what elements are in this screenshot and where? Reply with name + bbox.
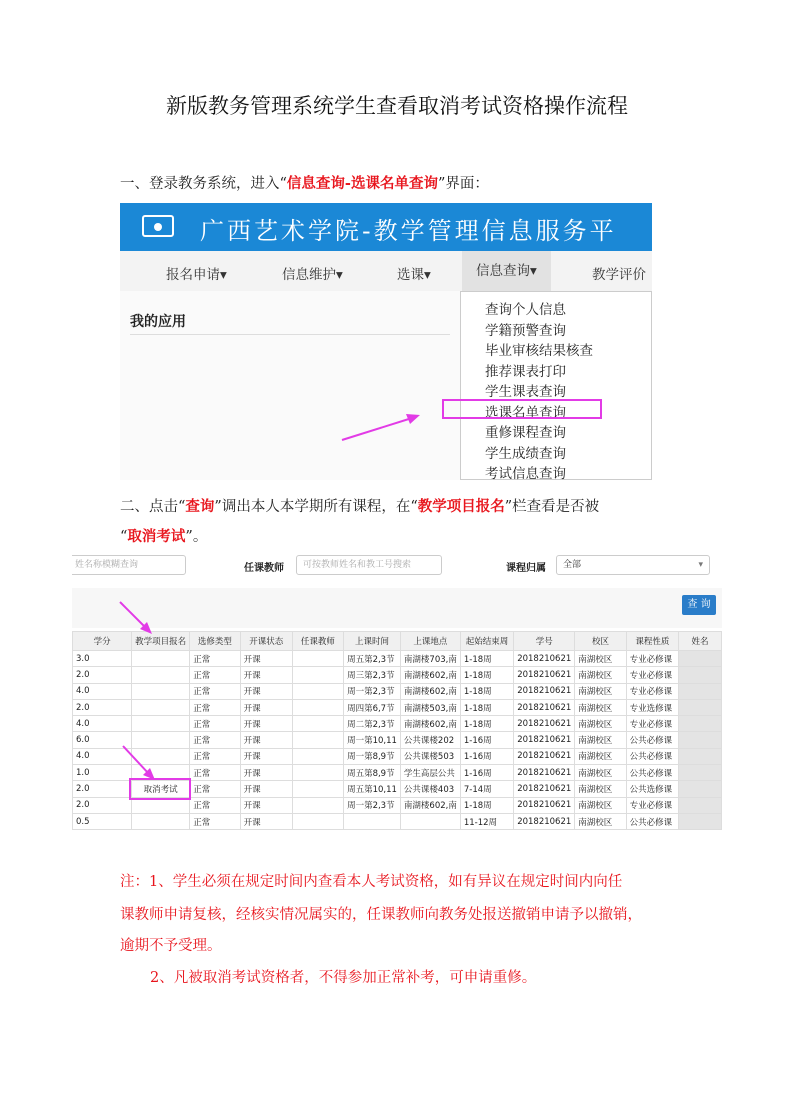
table-cell: 1-18周 bbox=[460, 683, 513, 699]
dropdown-item[interactable]: 查询个人信息 bbox=[485, 302, 566, 318]
table-cell: 公共必修课 bbox=[626, 813, 679, 829]
table-row bbox=[73, 651, 722, 667]
table-cell bbox=[292, 651, 343, 667]
project-signup-cell bbox=[132, 716, 190, 732]
table-cell: 南湖校区 bbox=[575, 651, 626, 667]
belong-select-value: 全部 bbox=[563, 560, 582, 570]
arrow-pointer-icon bbox=[336, 410, 426, 444]
table-cell: 学生高层公共 bbox=[400, 765, 460, 781]
table-cell: 南湖校区 bbox=[575, 748, 626, 764]
table-cell: 2018210621 bbox=[514, 699, 575, 715]
table-cell bbox=[292, 716, 343, 732]
project-signup-cell bbox=[132, 651, 190, 667]
table-cell: 周五第2,3节 bbox=[344, 651, 401, 667]
table-cell bbox=[292, 813, 343, 829]
table-cell: 2018210621 bbox=[514, 732, 575, 748]
column-header[interactable]: 课程性质 bbox=[626, 632, 679, 651]
course-name-search-input[interactable]: 姓名称模糊查询 bbox=[72, 555, 186, 575]
monitor-logo-icon bbox=[142, 215, 174, 237]
step2-text: 二、点击“ bbox=[120, 499, 186, 515]
table-cell: 11-12周 bbox=[460, 813, 513, 829]
table-cell: 开课 bbox=[240, 699, 292, 715]
table-cell: 公共课楼202 bbox=[400, 732, 460, 748]
column-header[interactable]: 上课时间 bbox=[344, 632, 401, 651]
table-row bbox=[73, 716, 722, 732]
table-cell: 周一第10,11 bbox=[344, 732, 401, 748]
dropdown-item[interactable]: 考试信息查询 bbox=[485, 466, 566, 480]
table-cell: 南湖校区 bbox=[575, 765, 626, 781]
table-cell: 4.0 bbox=[73, 716, 132, 732]
table-row bbox=[73, 732, 722, 748]
table-row bbox=[73, 748, 722, 764]
table-cell: 1-18周 bbox=[460, 699, 513, 715]
table-cell: 南湖校区 bbox=[575, 683, 626, 699]
table-cell: 周五第10,11 bbox=[344, 781, 401, 797]
step2-line1 bbox=[120, 495, 599, 516]
toolbar bbox=[72, 588, 722, 628]
table-cell: 周一第8,9节 bbox=[344, 748, 401, 764]
column-header[interactable]: 学分 bbox=[73, 632, 132, 651]
table-cell: 周一第2,3节 bbox=[344, 683, 401, 699]
table-cell: 2018210621 bbox=[514, 667, 575, 683]
table-cell bbox=[679, 781, 722, 797]
table-cell bbox=[679, 732, 722, 748]
table-header bbox=[73, 632, 722, 651]
table-cell: 专业必修课 bbox=[626, 797, 679, 813]
table-cell bbox=[679, 651, 722, 667]
table-cell: 1-18周 bbox=[460, 651, 513, 667]
nav-item-teaching-eval[interactable]: 教学评价 bbox=[592, 267, 646, 283]
page-title: 新版教务管理系统学生查看取消考试资格操作流程 bbox=[166, 94, 628, 118]
table-cell bbox=[679, 699, 722, 715]
note-line-4: 2、凡被取消考试资格者，不得参加正常补考，可申请重修。 bbox=[150, 970, 537, 986]
course-table bbox=[72, 631, 722, 830]
table-cell: 1-18周 bbox=[460, 716, 513, 732]
table-cell bbox=[344, 813, 401, 829]
nav-item-info-query[interactable]: 信息查询▾ bbox=[462, 251, 551, 291]
table-cell: 1-16周 bbox=[460, 732, 513, 748]
my-apps-panel bbox=[120, 291, 460, 480]
table-cell: 南湖楼602,南 bbox=[400, 667, 460, 683]
table-cell: 2018210621 bbox=[514, 651, 575, 667]
table-cell: 南湖楼602,南 bbox=[400, 797, 460, 813]
table-cell bbox=[292, 732, 343, 748]
table-cell: 开课 bbox=[240, 748, 292, 764]
table-cell: 周三第2,3节 bbox=[344, 667, 401, 683]
table-cell: 专业必修课 bbox=[626, 667, 679, 683]
step1-highlight: 信息查询-选课名单查询 bbox=[286, 175, 438, 192]
table-cell: 南湖校区 bbox=[575, 716, 626, 732]
table-cell bbox=[679, 667, 722, 683]
highlight-box bbox=[442, 399, 602, 419]
table-cell: 开课 bbox=[240, 651, 292, 667]
table-cell: 2.0 bbox=[73, 797, 132, 813]
table-cell: 正常 bbox=[190, 699, 240, 715]
table-cell: 开课 bbox=[240, 716, 292, 732]
table-cell bbox=[679, 683, 722, 699]
step2-text: ”栏查看是否被 bbox=[504, 499, 600, 515]
table-cell: 正常 bbox=[190, 732, 240, 748]
dropdown-item[interactable]: 学生成绩查询 bbox=[485, 446, 566, 462]
step2-project-highlight: 教学项目报名 bbox=[417, 498, 505, 515]
table-cell: 正常 bbox=[190, 651, 240, 667]
top-nav bbox=[120, 251, 652, 291]
table-cell: 公共必修课 bbox=[626, 748, 679, 764]
column-header[interactable]: 起始结束周 bbox=[460, 632, 513, 651]
table-cell: 南湖楼602,南 bbox=[400, 683, 460, 699]
table-row bbox=[73, 813, 722, 829]
table-cell: 专业必修课 bbox=[626, 651, 679, 667]
table-cell: 4.0 bbox=[73, 748, 132, 764]
table-cell bbox=[679, 765, 722, 781]
table-cell: 2018210621 bbox=[514, 716, 575, 732]
table-cell: 公共课楼503 bbox=[400, 748, 460, 764]
table-cell: 3.0 bbox=[73, 651, 132, 667]
project-signup-cell bbox=[132, 683, 190, 699]
table-row bbox=[73, 683, 722, 699]
arrow-pointer-icon bbox=[116, 598, 156, 636]
table-cell: 南湖校区 bbox=[575, 781, 626, 797]
table-cell bbox=[292, 699, 343, 715]
table-cell: 2.0 bbox=[73, 667, 132, 683]
table-cell: 南湖校区 bbox=[575, 732, 626, 748]
nav-item-info-maintain[interactable]: 信息维护▾ bbox=[282, 267, 343, 283]
table-cell: 开课 bbox=[240, 683, 292, 699]
divider bbox=[130, 334, 450, 335]
step2-text: ”。 bbox=[185, 529, 208, 545]
table-cell: 开课 bbox=[240, 813, 292, 829]
table-cell: 正常 bbox=[190, 781, 240, 797]
table-cell: 专业必修课 bbox=[626, 683, 679, 699]
dropdown-item[interactable]: 毕业审核结果核查 bbox=[485, 343, 593, 359]
table-cell: 1-16周 bbox=[460, 765, 513, 781]
banner-title: 广西艺术学院-教学管理信息服务平 bbox=[200, 217, 617, 245]
table-cell: 南湖校区 bbox=[575, 667, 626, 683]
table-cell: 2.0 bbox=[73, 699, 132, 715]
table-cell: 开课 bbox=[240, 732, 292, 748]
step2-cancel-highlight: 取消考试 bbox=[127, 528, 186, 545]
table-cell: 正常 bbox=[190, 765, 240, 781]
table-cell: 4.0 bbox=[73, 683, 132, 699]
column-header[interactable]: 选修类型 bbox=[190, 632, 240, 651]
table-cell: 专业必修课 bbox=[626, 716, 679, 732]
step2-line2 bbox=[120, 525, 207, 546]
project-signup-cell: 取消考试 bbox=[132, 781, 190, 797]
step1-prefix: 一、登录教务系统，进入“ bbox=[120, 176, 287, 192]
belong-select[interactable] bbox=[556, 555, 710, 575]
table-cell: 周四第6,7节 bbox=[344, 699, 401, 715]
column-header[interactable]: 任课教师 bbox=[292, 632, 343, 651]
table-cell: 南湖楼703,南 bbox=[400, 651, 460, 667]
screenshot-course-list bbox=[72, 553, 722, 833]
chevron-down-icon: ▾ bbox=[698, 560, 703, 570]
column-header[interactable]: 校区 bbox=[575, 632, 626, 651]
table-cell: 南湖校区 bbox=[575, 813, 626, 829]
table-cell bbox=[292, 667, 343, 683]
table-cell: 正常 bbox=[190, 667, 240, 683]
query-button[interactable]: 查 询 bbox=[682, 595, 716, 615]
table-cell bbox=[679, 813, 722, 829]
table-cell: 正常 bbox=[190, 797, 240, 813]
belong-label: 课程归属 bbox=[506, 563, 546, 574]
table-cell: 南湖楼602,南 bbox=[400, 716, 460, 732]
my-apps-title: 我的应用 bbox=[130, 314, 186, 330]
step2-text: “ bbox=[120, 529, 128, 545]
system-banner bbox=[120, 203, 652, 251]
table-cell: 南湖校区 bbox=[575, 797, 626, 813]
table-cell: 正常 bbox=[190, 813, 240, 829]
table-cell bbox=[679, 748, 722, 764]
table-cell: 0.5 bbox=[73, 813, 132, 829]
nav-item-apply[interactable]: 报名申请▾ bbox=[166, 267, 227, 283]
teacher-search-input[interactable]: 可按教师姓名和教工号搜索 bbox=[296, 555, 442, 575]
table-cell: 2018210621 bbox=[514, 781, 575, 797]
table-cell: 2018210621 bbox=[514, 797, 575, 813]
table-cell: 周一第2,3节 bbox=[344, 797, 401, 813]
table-cell: 1.0 bbox=[73, 765, 132, 781]
dropdown-item[interactable]: 学生课表查询 bbox=[485, 384, 566, 400]
table-cell: 开课 bbox=[240, 667, 292, 683]
table-cell: 1-16周 bbox=[460, 748, 513, 764]
step2-text: ”调出本人本学期所有课程，在“ bbox=[214, 499, 418, 515]
table-cell bbox=[400, 813, 460, 829]
teacher-label: 任课教师 bbox=[244, 563, 284, 574]
table-cell: 南湖校区 bbox=[575, 699, 626, 715]
column-header[interactable]: 姓名 bbox=[679, 632, 722, 651]
table-cell: 开课 bbox=[240, 765, 292, 781]
nav-item-course-select[interactable]: 选课▾ bbox=[397, 267, 431, 283]
note-line-2: 课教师申请复核，经核实情况属实的，任课教师向教务处报送撤销申请予以撤销， bbox=[120, 907, 642, 923]
table-cell: 专业选修课 bbox=[626, 699, 679, 715]
table-cell: 2018210621 bbox=[514, 813, 575, 829]
step1-text bbox=[120, 172, 489, 193]
table-cell: 正常 bbox=[190, 748, 240, 764]
column-header[interactable]: 学号 bbox=[514, 632, 575, 651]
table-cell: 公共必修课 bbox=[626, 765, 679, 781]
table-cell: 公共选修课 bbox=[626, 781, 679, 797]
table-cell: 7-14周 bbox=[460, 781, 513, 797]
table-cell bbox=[292, 765, 343, 781]
table-cell bbox=[292, 748, 343, 764]
step2-query-highlight: 查询 bbox=[185, 498, 215, 515]
dropdown-item[interactable]: 学籍预警查询 bbox=[485, 323, 566, 339]
table-cell: 公共课楼403 bbox=[400, 781, 460, 797]
column-header[interactable]: 上课地点 bbox=[400, 632, 460, 651]
table-cell bbox=[679, 716, 722, 732]
table-row bbox=[73, 667, 722, 683]
table-cell: 公共必修课 bbox=[626, 732, 679, 748]
table-cell: 2018210621 bbox=[514, 748, 575, 764]
table-cell bbox=[679, 797, 722, 813]
table-cell: 2.0 bbox=[73, 781, 132, 797]
table-cell: 2018210621 bbox=[514, 683, 575, 699]
column-header[interactable]: 开课状态 bbox=[240, 632, 292, 651]
info-query-dropdown bbox=[460, 291, 652, 480]
dropdown-item-course-roster[interactable]: 选课名单查询 bbox=[485, 405, 566, 421]
dropdown-item[interactable]: 重修课程查询 bbox=[485, 425, 566, 441]
table-cell: 1-18周 bbox=[460, 667, 513, 683]
table-cell: 周五第8,9节 bbox=[344, 765, 401, 781]
table-cell: 周二第2,3节 bbox=[344, 716, 401, 732]
table-cell: 正常 bbox=[190, 716, 240, 732]
table-cell bbox=[292, 683, 343, 699]
column-header[interactable]: 教学项目报名 bbox=[132, 632, 190, 651]
arrow-pointer-icon bbox=[119, 742, 159, 782]
table-cell: 开课 bbox=[240, 781, 292, 797]
table-cell: 2018210621 bbox=[514, 765, 575, 781]
project-signup-cell bbox=[132, 813, 190, 829]
table-cell bbox=[292, 797, 343, 813]
dropdown-item[interactable]: 推荐课表打印 bbox=[485, 364, 566, 380]
table-cell: 6.0 bbox=[73, 732, 132, 748]
note-line-3: 逾期不予受理。 bbox=[120, 938, 222, 954]
note-line-1: 注：1、学生必须在规定时间内查看本人考试资格，如有异议在规定时间内向任 bbox=[120, 874, 623, 890]
table-cell: 正常 bbox=[190, 683, 240, 699]
project-signup-cell bbox=[132, 699, 190, 715]
table-row bbox=[73, 699, 722, 715]
table-cell: 开课 bbox=[240, 797, 292, 813]
table-cell: 1-18周 bbox=[460, 797, 513, 813]
step1-suffix: ”界面： bbox=[437, 176, 489, 192]
table-cell bbox=[292, 781, 343, 797]
table-cell: 南湖楼503,南 bbox=[400, 699, 460, 715]
project-signup-cell bbox=[132, 667, 190, 683]
